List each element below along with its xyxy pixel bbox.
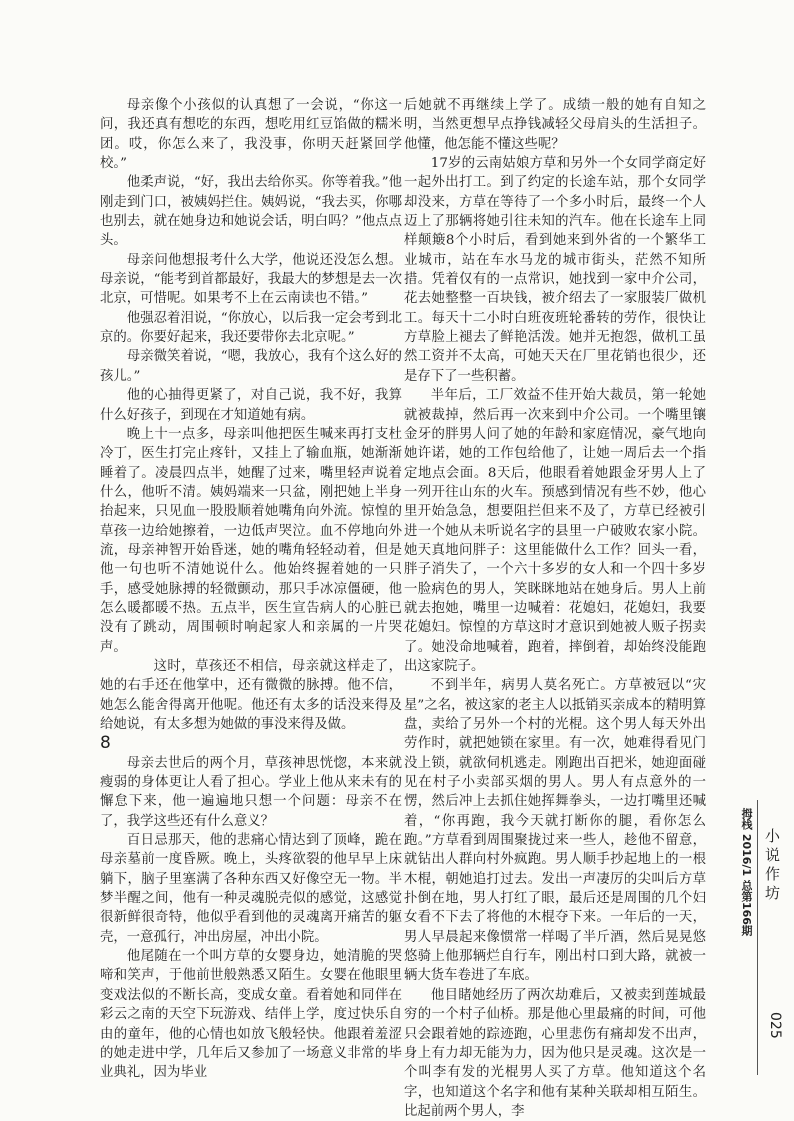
paragraph: 他目睹她经历了两次劫难后，又被卖到莲城最穷的一个村子仙桥。那是他心里最痛的时间，可他只会跟着她的踪迹跑，心里悲伤有痛却发不出声，身上有力却无能为力，因为他只是灵魂。这次是一个叫李有发的光棍男人买了方草。他知道这个名字，也知道这个名字和他有某种关联却相互陌生。比起前两个男人，李 xyxy=(404,987,706,1119)
paragraph: 百日忌那天，他的悲痛心情达到了顶峰，跪在母亲墓前一度昏厥。晚上，头疼欲裂的他早早上床躺下，脑子里塞满了各种东西又好像空无一物。半梦半醒之间，他有一种灵魂脱壳似的感觉，这感觉很新鲜很奇特，他似乎看到他的灵魂离开痛苦的躯壳，一意孤行，冲出房屋，冲出小院。 xyxy=(100,833,402,945)
page-number: 025 xyxy=(767,1012,783,1039)
section-number: 8 xyxy=(100,733,111,754)
paragraph: 母亲去世后的两个月，草孩神思恍惚，本来就瘦弱的身体更让人看了担心。学业上他从来未有的懈怠下来，他一遍遍地只想一个问题：母亲不在了，我学这些还有什么意义？ xyxy=(100,755,402,829)
right-column xyxy=(404,96,706,1121)
paragraph: 这时，草孩还不相信，母亲就这样走了，她的右手还在他掌中，还有微微的脉搏。他不信，她怎么能舍得离开他呢。他还有太多的话没来得及给她说，有太多想为她做的事没来得及做。 xyxy=(100,658,402,732)
paragraph: 他尾随在一个叫方草的女婴身边，她清脆的哭啼和笑声，于他前世般熟悉又陌生。女婴在他眼里变戏法似的不断长高，变成女童。看着她和同伴在彩云之南的天空下玩游戏、结伴上学，度过快乐自由的童年，他的心情也如放飞般轻快。他跟着羞涩的她走进中学，几年后又参加了一场意义非常的毕业典礼，因为毕业 xyxy=(100,949,402,1081)
paragraph: 母亲问他想报考什么大学，他说还没怎么想。母亲说，“能考到首都最好，我最大的梦想是去一次北京，可惜呢。如果考不上在云南读也不错。” xyxy=(100,252,402,307)
paragraph: 他强忍着泪说，“你放心，以后我一定会考到北京的。你要好起来，我还要带你去北京呢。” xyxy=(100,310,402,346)
left-paragraphs-after xyxy=(100,754,402,1083)
left-column xyxy=(100,96,402,1083)
paragraph: 他的心抽得更紧了，对自己说，我不好，我算什么好孩子，到现在才知道她有病。 xyxy=(100,388,402,423)
magazine-issue-info: 拇栈 2016/1 总第166期 xyxy=(740,808,753,936)
paragraph: 半年后，工厂效益不佳开始大裁员，第一轮她就被裁掉，然后再一次来到中介公司。一个嘴里镶金牙的胖男人问了她的年龄和家庭情况，豪气地向她许诺，她的工作包给他了，让她一周后去一个指定地点会面。8天后，他眼看着她跟金牙男人上了一列开往山东的火车。预感到情况有些不妙，他心里开始急急，想要阻拦但来不及了，方草已经被引进一个她从未听说名字的县里一户破败农家小院。她天真地问胖子：这里能做什么工作？回头一看，胖子消失了，一个六十多岁的女人和一个四十多岁一脸病色的男人，笑眯眯地站在她身后。男人上前就去抱她，嘴里一边喊着：花媳妇，花媳妇，我要花媳妇。惊惶的方草这时才意识到她被人贩子拐卖了。她没命地喊着，跑着，摔倒着，却始终没能跑出这家院子。 xyxy=(404,388,706,674)
section-name: 小说作坊 xyxy=(763,828,781,904)
paragraph: 母亲微笑着说，“嗯，我放心，我有个这么好的孩儿。” xyxy=(100,349,402,384)
paragraph: 他柔声说，“好，我出去给你买。你等着我。”他刚走到门口，被姨妈拦住。姨妈说，“我去买，你哪也别去，就在她身边和她说会话，明白吗？”他点点头。 xyxy=(100,175,402,249)
paragraph: 母亲像个小孩似的认真想了一会说，“你这一问，我还真有想吃的东西，想吃用红豆馅做的糯米团。哎，你怎么来了，我没事，你明天赶紧回学校。” xyxy=(100,98,402,172)
paragraph: 晚上十一点多，母亲叫他把医生喊来再打支杜冷丁，医生打完止疼针，又挂上了输血瓶，她渐渐睡着了。凌晨四点半，她醒了过来，嘴里轻声说着什么，他听不清。姨妈端来一只盆，刚把她上半身抬起来，只见血一股股顺着她嘴角向外流。惊惶的草孩一边给她擦着，一边低声哭泣。血不停地向外流，母亲神智开始昏迷，她的嘴角轻轻动着，但是他一句也听不清她说什么。他始终握着她的一只手，感受她脉搏的轻微颤动，那只手冰凉僵硬，他怎么暖都暖不热。五点半，医生宣告病人的心脏已没有了跳动，周围顿时响起家人和亲属的一片哭声。 xyxy=(100,426,402,655)
sidebar-divider xyxy=(757,800,758,1075)
left-paragraphs-before xyxy=(100,96,402,734)
paragraph: 17岁的云南姑娘方草和另外一个女同学商定好一起外出打工。到了约定的长途车站，那个女同学却没来，方草在等待了一个多小时后，最终一个人迈上了那辆将她引往未知的汽车。他在长途车上同样颠簸8个小时后，看到她来到外省的一个繁华工业城市，站在车水马龙的城市街头，茫然不知所措。凭着仅有的一点常识，她找到一家中介公司，花去她整整一百块钱，被介绍去了一家服装厂做机工。每天十二小时白班夜班轮番转的劳作，很快让方草脸上褪去了鲜艳活泼。她并无抱怨，做机工虽然工资并不太高，可她天天在厂里花销也很少，还是存下了一些积蓄。 xyxy=(404,156,706,384)
paragraph-continuation: 后她就不再继续上学了。成绩一般的她有自知之明，当然更想早点挣钱减轻父母肩头的生活担子。他懂，他怎能不懂这些呢？ xyxy=(404,98,706,152)
paragraph: 不到半年，病男人莫名死亡。方草被冠以“灾星”之名，被这家的老主人以抵销买亲成本的精明算盘，卖给了另外一个村的光棍。这个男人每天外出劳作时，就把她锁在家里。有一次，她难得看见门没上锁，就欲伺机逃走。刚跑出百把米，她迎面碰见在村子小卖部买烟的男人。男人有点意外的一愣，然后冲上去抓住她挥舞拳头，一边打嘴里还喊着，“你再跑，我今天就打断你的腿，看你怎么跑。”方草看到周围聚拢过来一些人，趁他不留意，就钻出人群向村外疯跑。男人顺手抄起地上的一根木棍，朝她追打过去。发出一声凄厉的尖叫后方草扑倒在地，男人打红了眼，最后还是周围的几个妇女看不下去了将他的木棍夺下来。一年后的一天，男人早晨起来像惯常一样喝了半斤酒，然后晃晃悠悠骑上他那辆烂自行车，刚出村口到大路，就被一辆大货车卷进了车底。 xyxy=(404,678,706,984)
